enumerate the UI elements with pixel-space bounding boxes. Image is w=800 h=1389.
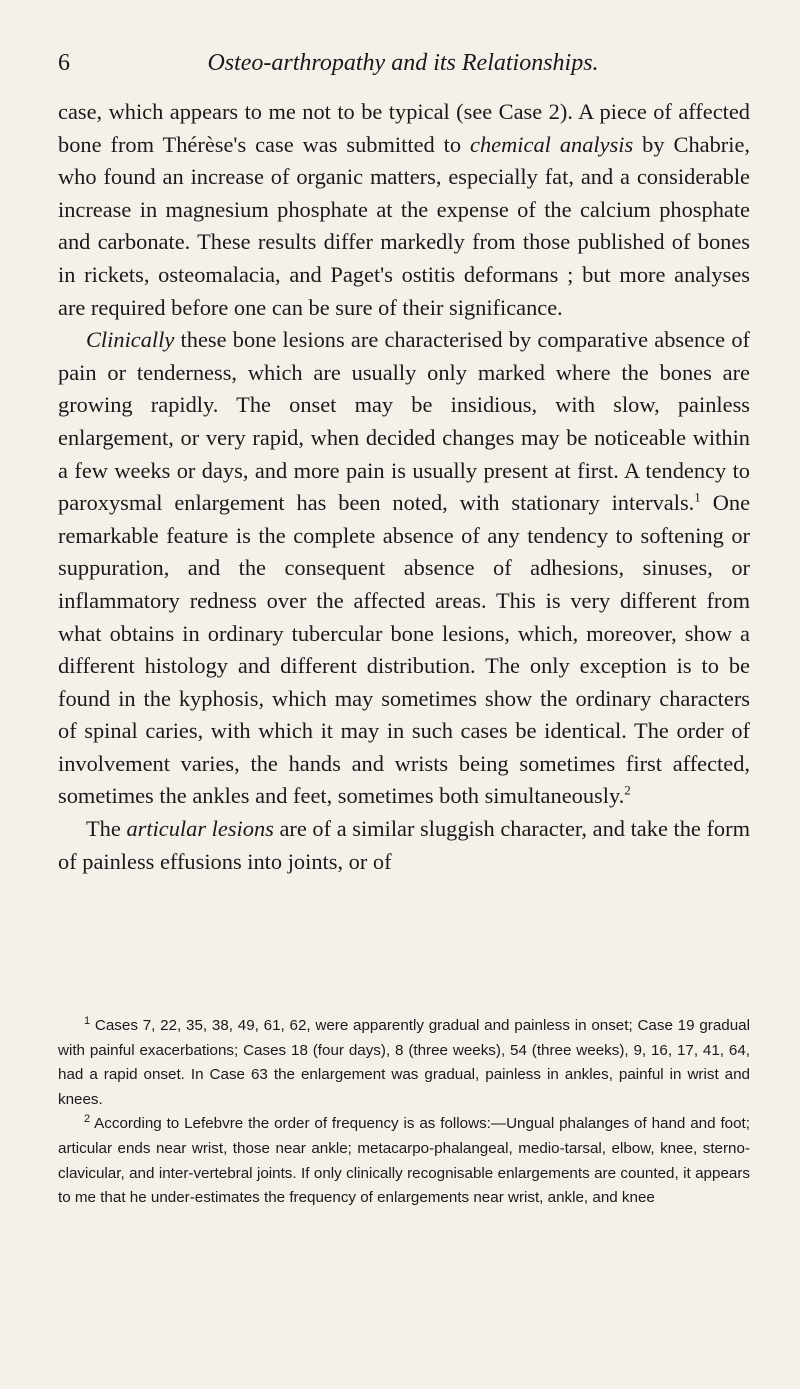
- footnote-2-text: According to Lefebvre the order of frequency is as follows:—Ungual phalanges of hand and foot; articular ends near wrist, those near ankle; metacarpo-phalangeal, medio-tarsal, elbow, knee, sterno-clavicular, and inter-vertebral joints. If only clinically recognisable enlargements are counted, it appears to me that he under-estimates the frequency of enlargements near wrist, ankle, and knee: [58, 1115, 751, 1207]
- emphasis-chemical-analysis: chemical analysis: [470, 131, 634, 157]
- emphasis-articular-lesions: articular lesions: [126, 816, 274, 842]
- paragraph-2-rest: One remarkable feature is the complete absence of any tendency to softening or suppuration, and the consequent absence of adhesions, sinuses, or inflammatory redness over the affected areas. This is very different from what obtains in ordinary tubercular bone lesions, which, moreover, show a different histology and different distribution. The only exception is to be found in the kyphosis, which may sometimes show the ordinary characters of spinal caries, with which it may in such cases be identical. The order of involvement varies, the hands and wrists being sometimes first affected, sometimes the ankles and feet, sometimes both simultaneously.: [58, 490, 751, 809]
- paragraph-2: [58, 324, 750, 813]
- footnote-ref-1[interactable]: 1: [694, 489, 701, 505]
- footnote-ref-2[interactable]: 2: [624, 783, 631, 798]
- paragraph-2-text: these bone lesions are characterised by comparative absence of pain or tenderness, which are usually only marked where the bones are growing rapidly. The onset may be insidious, with slow, painless enlargement, or very rapid, when decided changes may be noticeable within a few weeks or days, and more pain is usually present at first. A tendency to paroxysmal enlargement has been noted, with stationary intervals.: [58, 327, 750, 516]
- footnotes: [58, 1014, 750, 1211]
- emphasis-clinically: Clinically: [86, 327, 175, 353]
- paragraph-3-text: are of a similar sluggish character, and take the form of painless effusions into joints, or of: [58, 816, 750, 874]
- paragraph-3-lead: The: [86, 816, 127, 842]
- footnote-1-number: 1: [84, 1014, 91, 1027]
- running-title: Osteo-arthropathy and its Relationships.: [207, 50, 599, 76]
- footnote-1-text: Cases 7, 22, 35, 38, 49, 61, 62, were apparently gradual and painless in onset; Case 19 gradual with painful exacerbations; Cases 18 (four days), 8 (three weeks), 54 (three weeks), 9, 16, 17, 41, 64, had a rapid onset. In Case 63 the enlargement was gradual, painless in ankles, painful in wrist and knees.: [58, 1017, 750, 1108]
- footnote-1: [58, 1014, 750, 1112]
- paragraph-1-text: case, which appears to me not to be typical (see Case 2). A piece of affected bone from Thérèse's case was submitted to: [58, 99, 750, 157]
- paragraph-3: [58, 813, 750, 878]
- paragraph-1-rest: by Chabrie, who found an increase of organic matters, especially fat, and a considerable increase in magnesium phosphate at the expense of the calcium phosphate and carbonate. These results differ markedly from those published of bones in rickets, osteomalacia, and Paget's ostitis deformans ; but more analyses are required before one can be sure of their significance.: [58, 131, 751, 320]
- page-number: 6: [58, 50, 70, 76]
- body-text: [58, 96, 750, 878]
- page-header: [58, 50, 748, 90]
- footnote-2-number: 2: [84, 1113, 91, 1126]
- footnote-2: [58, 1112, 750, 1210]
- paragraph-1: [58, 96, 750, 324]
